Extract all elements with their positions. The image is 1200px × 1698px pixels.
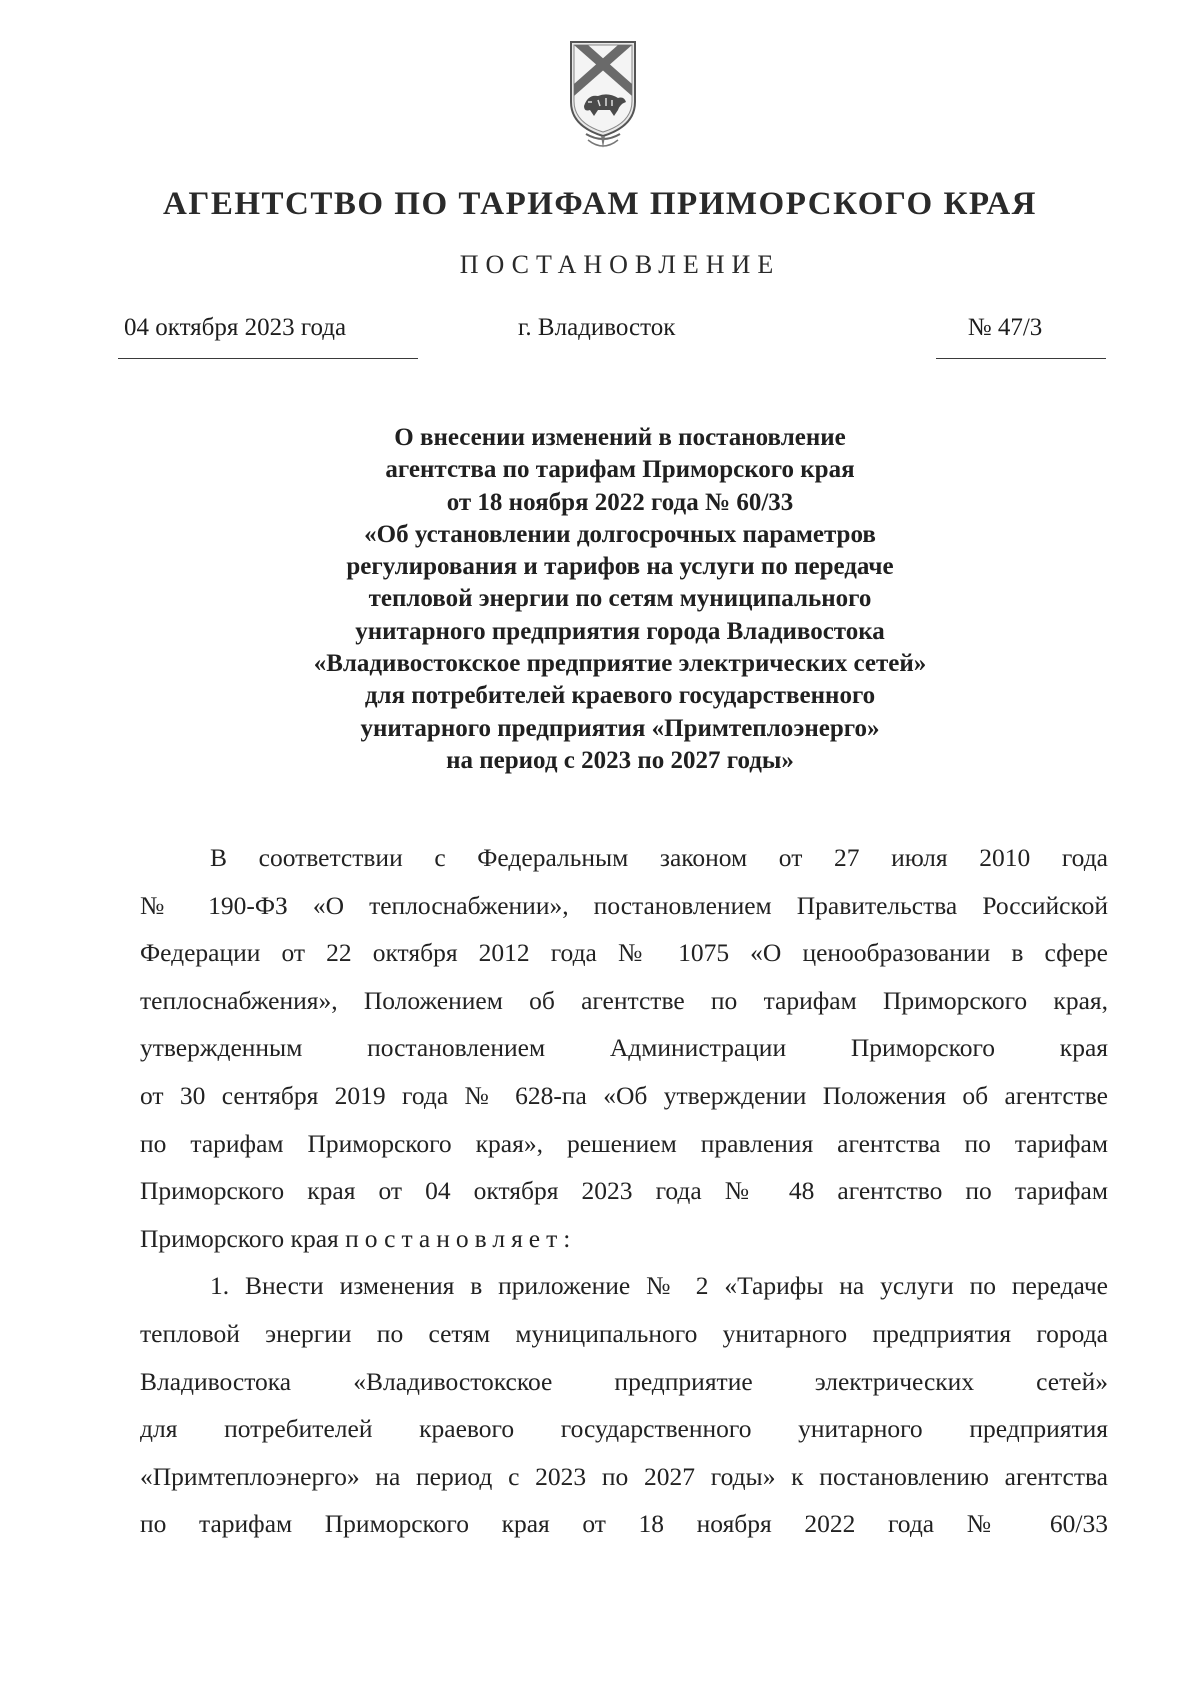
body-line: Приморского края от 04 октября 2023 года № 48 агентство по тарифам xyxy=(140,1176,1108,1206)
body-line: от 30 сентября 2019 года № 628-па «Об утверждении Положения об агентстве xyxy=(140,1080,1108,1110)
body-line xyxy=(140,1215,1108,1263)
subject-line: О внесении изменений в постановление xyxy=(394,424,846,451)
subject-line: агентства по тарифам Приморского края xyxy=(385,456,855,484)
agency-title: АГЕНТСТВО ПО ТАРИФАМ ПРИМОРСКОГО КРАЯ xyxy=(163,186,1037,222)
coat-of-arms-icon xyxy=(568,36,638,154)
subject-line: «Владивостокское предприятие электрических сетей» xyxy=(313,650,927,678)
document-city: г. Владивосток xyxy=(518,314,676,341)
document-number: № 47/3 xyxy=(967,314,1043,341)
body-line: 1. Внести изменения в приложение № 2 «Тарифы на услуги по передаче xyxy=(210,1271,1108,1301)
subject-line: на период с 2023 по 2027 годы» xyxy=(446,746,794,774)
body-line: утвержденным постановлением Администрации Приморского края xyxy=(140,1033,1108,1063)
body-line: тепловой энергии по сетям муниципального унитарного предприятия города xyxy=(140,1318,1108,1348)
body-line: Владивостока «Владивостокское предприятие электрических сетей» xyxy=(140,1366,1108,1396)
number-underline xyxy=(936,358,1106,359)
body-line: Федерации от 22 октября 2012 года № 1075 «О ценообразовании в сфере xyxy=(140,938,1108,968)
body-line: «Примтеплоэнерго» на период с 2023 по 2027 годы» к постановлению агентства xyxy=(140,1461,1108,1491)
body-line: по тарифам Приморского края от 18 ноября 2022 года № 60/33 xyxy=(140,1509,1108,1539)
resolves-keyword: постановляет: xyxy=(345,1223,577,1253)
document-date: 04 октября 2023 года xyxy=(124,314,347,341)
subject-line: от 18 ноября 2022 года № 60/33 xyxy=(446,488,794,516)
body-text: Приморского края xyxy=(140,1223,346,1253)
subject-line: регулирования и тарифов на услуги по передаче xyxy=(346,553,894,581)
subject-line: для потребителей краевого государственного xyxy=(364,682,876,710)
body-line: теплоснабжения», Положением об агентстве по тарифам Приморского края, xyxy=(140,985,1108,1015)
body-line: для потребителей краевого государственного унитарного предприятия xyxy=(140,1414,1108,1444)
subject-line: «Об установлении долгосрочных параметров xyxy=(364,520,876,548)
body-line: № 190-ФЗ «О теплоснабжении», постановлением Правительства Российской xyxy=(140,890,1108,920)
document-body xyxy=(140,834,1108,1548)
document-type: ПОСТАНОВЛЕНИЕ xyxy=(459,250,781,279)
document-subject xyxy=(200,422,1040,777)
body-line: по тарифам Приморского края», решением правления агентства по тарифам xyxy=(140,1128,1108,1158)
subject-line: унитарного предприятия «Примтеплоэнерго» xyxy=(360,714,880,742)
body-line: В соответствии с Федеральным законом от 27 июля 2010 года xyxy=(210,843,1108,872)
subject-line: унитарного предприятия города Владивостока xyxy=(355,617,885,645)
subject-line: тепловой энергии по сетям муниципального xyxy=(368,585,872,613)
date-underline xyxy=(118,358,418,359)
